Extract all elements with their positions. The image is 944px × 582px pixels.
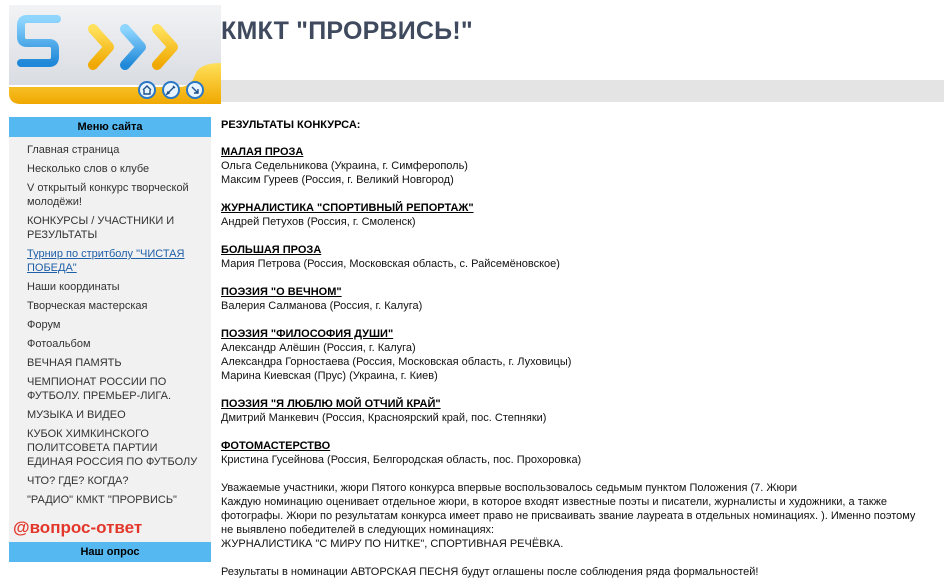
title-band [221,80,944,102]
winner: Кристина Гусейнова (Россия, Белгородская область, пос. Прохоровка) [221,454,582,466]
login-icon[interactable] [186,81,204,99]
category-title: ФОТОМАСТЕРСТВО [221,440,331,452]
sidebar-item-memory[interactable]: ВЕЧНАЯ ПАМЯТЬ [27,357,122,369]
page-title: КМКТ "ПРОРВИСЬ!" [221,17,473,45]
edit-icon[interactable] [162,81,180,99]
faq-banner[interactable] [9,514,211,542]
sidebar-item-music[interactable]: МУЗЫКА И ВИДЕО [27,409,126,421]
category-block [221,439,939,467]
note-line: ЖУРНАЛИСТИКА "С МИРУ ПО НИТКЕ", СПОРТИВНАЯ РЕЧЁВКА. [221,538,564,550]
sidebar-item-cup[interactable]: КУБОК ХИМКИНСКОГО ПОЛИТСОВЕТА ПАРТИИ ЕДИНАЯ РОССИЯ ПО ФУТБОЛУ [27,428,198,468]
winner: Мария Петрова (Россия, Московская область, с. Райсемёновское) [221,258,560,270]
final-note: Результаты в номинации АВТОРСКАЯ ПЕСНЯ будут оглашены после соблюдения ряда формальностей! [221,566,759,578]
category-title: ПОЭЗИЯ "ФИЛОСОФИЯ ДУШИ" [221,328,394,340]
sidebar-item-streetball[interactable]: Турнир по стритболу "ЧИСТАЯ ПОБЕДА" [27,248,185,274]
jury-note [221,481,939,551]
sidebar-item-forum[interactable]: Форум [27,319,61,331]
winner: Андрей Петухов (Россия, г. Смоленск) [221,216,416,228]
sidebar-menu [9,137,211,514]
poll-title: Наш опрос [9,542,211,562]
category-title: ПОЭЗИЯ "О ВЕЧНОМ" [221,286,342,298]
sidebar-item-championship[interactable]: ЧЕМПИОНАТ РОССИИ ПО ФУТБОЛУ. ПРЕМЬЕР-ЛИГА. [27,376,171,402]
category-block [221,397,939,425]
category-block [221,201,939,229]
note-line: Каждую номинацию оценивает отдельное жюри, в которое входят известные поэты и писатели, журналисты и художники, а также [221,496,888,508]
note-line: Уважаемые участники, жюри Пятого конкурса впервые воспользовалось седьмым пунктом Положения (7. Жюри [221,482,798,494]
menu-title: Меню сайта [9,117,211,137]
sidebar-item-radio[interactable]: "РАДИО" КМКТ "ПРОРВИСЬ" [27,494,177,506]
home-icon[interactable] [138,81,156,99]
winner: Александра Горностаева (Россия, Московская область, г. Луховицы) [221,356,572,368]
winner: Валерия Салманова (Россия, г. Калуга) [221,300,423,312]
note-line: фотографы. Жюри по результатам конкурса имеет право не присваивать звание лауреата в отдельных номинациях. ). Именно поэтому [221,510,916,522]
category-title: ПОЭЗИЯ "Я ЛЮБЛЮ МОЙ ОТЧИЙ КРАЙ" [221,398,441,410]
category-block [221,285,939,313]
sidebar-item-workshop[interactable]: Творческая мастерская [27,300,148,312]
winner: Максим Гуреев (Россия, г. Великий Новгород) [221,174,454,186]
category-title: МАЛАЯ ПРОЗА [221,146,304,158]
category-block [221,243,939,271]
sidebar-item-about[interactable]: Несколько слов о клубе [27,163,150,175]
sidebar-item-contest[interactable]: V открытый конкурс творческой молодёжи! [27,182,189,208]
sidebar-item-contests-results[interactable]: КОНКУРСЫ / УЧАСТНИКИ И РЕЗУЛЬТАТЫ [27,215,175,241]
sidebar-item-contacts[interactable]: Наши координаты [27,281,120,293]
winner: Александр Алёшин (Россия, г. Калуга) [221,342,416,354]
winner: Дмитрий Манкевич (Россия, Красноярский край, пос. Степняки) [221,412,547,424]
results-title: РЕЗУЛЬТАТЫ КОНКУРСА: [221,119,361,131]
winner: Ольга Седельникова (Украина, г. Симферополь) [221,160,468,172]
category-block [221,327,939,383]
category-title: БОЛЬШАЯ ПРОЗА [221,244,322,256]
sidebar-item-quiz[interactable]: ЧТО? ГДЕ? КОГДА? [27,475,129,487]
faq-label: @вопрос-ответ [13,518,143,537]
winner: Марина Киевская (Прус) (Украина, г. Киев) [221,370,438,382]
site-logo[interactable] [9,5,221,104]
sidebar-item-photo[interactable]: Фотоальбом [27,338,91,350]
header [221,0,944,80]
sidebar-item-home[interactable]: Главная страница [27,144,120,156]
sidebar [9,117,211,582]
category-block [221,145,939,187]
note-line: не выявлено победителей в следующих номинациях: [221,524,495,536]
category-title: ЖУРНАЛИСТИКА "СПОРТИВНЫЙ РЕПОРТАЖ" [221,202,474,214]
main-content [221,117,939,582]
